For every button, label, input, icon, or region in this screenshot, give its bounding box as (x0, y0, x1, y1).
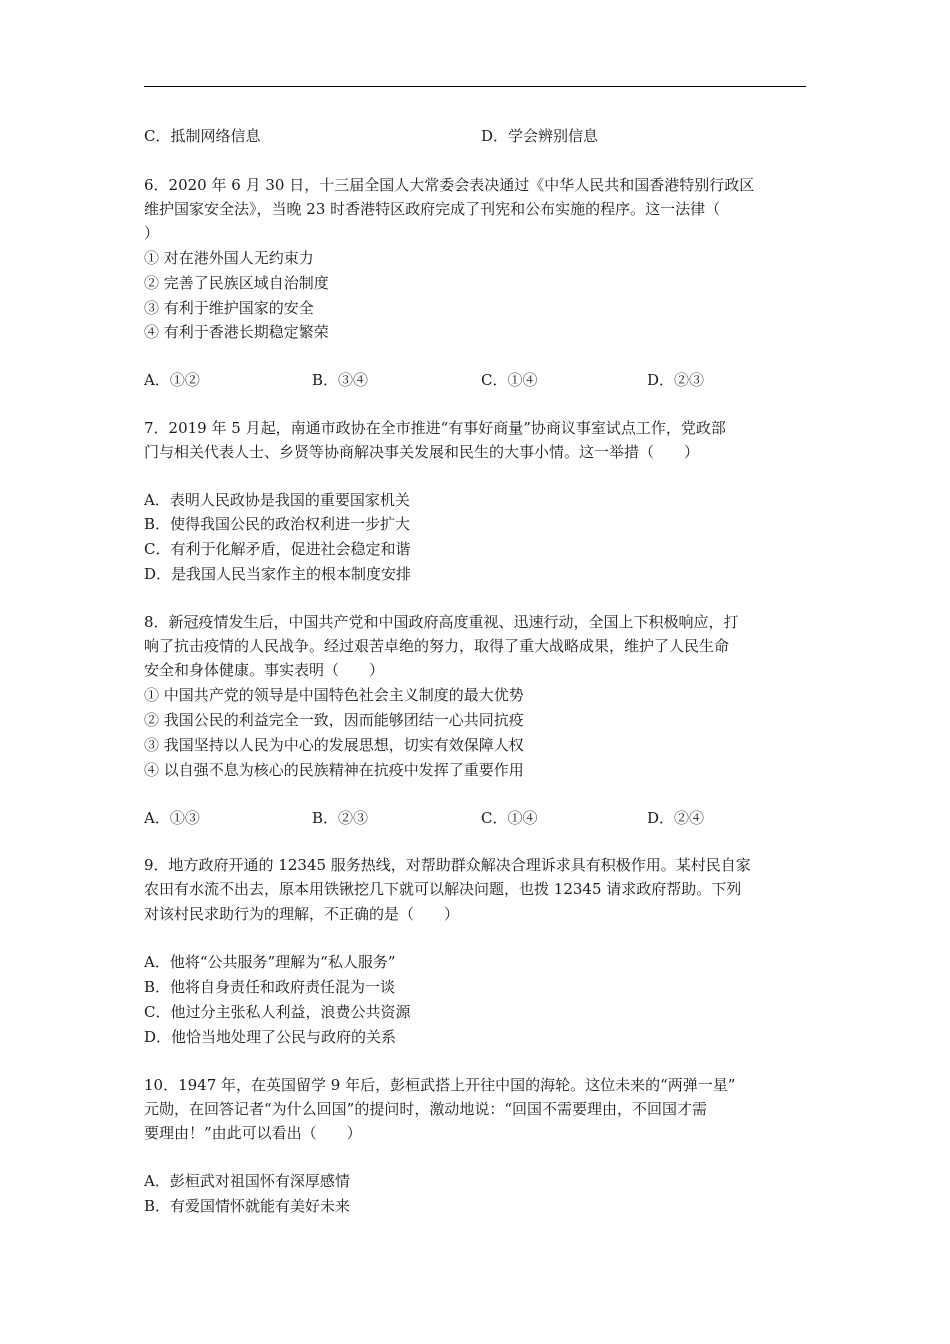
q8-option-d[interactable]: D．②④ (647, 809, 705, 827)
q6-stem-line-3: ） (144, 224, 160, 242)
q7-stem-line-2: 门与相关代表人士、乡贤等协商解决事关发展和民生的大事小情。这一举措（ ） (144, 443, 700, 461)
q10-stem-line-3: 要理由！”由此可以看出（ ） (144, 1124, 362, 1142)
q9-option-b[interactable]: B．他将自身责任和政府责任混为一谈 (144, 978, 396, 996)
q9-option-d[interactable]: D．他恰当地处理了公民与政府的关系 (144, 1028, 397, 1046)
q10-stem-line-1: 10．1947 年，在英国留学 9 年后，彭桓武搭上开往中国的海轮。这位未来的“两弹一星” (144, 1076, 736, 1094)
q7-option-c[interactable]: C．有利于化解矛盾，促进社会稳定和谐 (144, 540, 411, 558)
q8-stem-line-3: 安全和身体健康。事实表明（ ） (144, 661, 385, 679)
q10-option-a[interactable]: A．彭桓武对祖国怀有深厚感情 (144, 1172, 350, 1190)
q7-option-b[interactable]: B．使得我国公民的政治权利进一步扩大 (144, 515, 411, 533)
q7-option-a[interactable]: A．表明人民政协是我国的重要国家机关 (144, 491, 410, 509)
header-rule (144, 86, 806, 87)
q6-option-c[interactable]: C．①④ (481, 371, 538, 389)
q6-stem-line-2: 维护国家安全法》，当晚 23 时香港特区政府完成了刊宪和公布实施的程序。这一法律（ (144, 200, 721, 218)
q6-option-d[interactable]: D．②③ (647, 371, 705, 389)
q8-stem-line-1: 8．新冠疫情发生后，中国共产党和中国政府高度重视、迅速行动，全国上下积极响应，打 (144, 613, 739, 631)
q6-option-b[interactable]: B．③④ (312, 371, 369, 389)
q8-option-c[interactable]: C．①④ (481, 809, 538, 827)
q8-stem-line-2: 响了抗击疫情的人民战争。经过艰苦卓绝的努力，取得了重大战略成果，维护了人民生命 (144, 637, 730, 655)
q8-item-2: ② 我国公民的利益完全一致，因而能够团结一心共同抗疫 (144, 711, 524, 729)
q9-option-a[interactable]: A．他将“公共服务”理解为“私人服务” (144, 953, 396, 971)
q8-item-1: ① 中国共产党的领导是中国特色社会主义制度的最大优势 (144, 686, 524, 704)
q9-stem-line-1: 9．地方政府开通的 12345 服务热线，对帮助群众解决合理诉求具有积极作用。某村民自家 (144, 856, 751, 874)
q10-stem-line-2: 元勋，在回答记者“为什么回国”的提问时，激动地说：“回国不需要理由，不回国才需 (144, 1100, 708, 1118)
q8-item-3: ③ 我国坚持以人民为中心的发展思想，切实有效保障人权 (144, 736, 524, 754)
q6-item-3: ③ 有利于维护国家的安全 (144, 299, 314, 317)
q9-stem-line-3: 对该村民求助行为的理解，不正确的是（ ） (144, 905, 460, 923)
q9-stem-line-2: 农田有水流不出去，原本用铁锹挖几下就可以解决问题，也拨 12345 请求政府帮助。下列 (144, 880, 742, 898)
q7-option-d[interactable]: D．是我国人民当家作主的根本制度安排 (144, 565, 412, 583)
q8-item-4: ④ 以自强不息为核心的民族精神在抗疫中发挥了重要作用 (144, 761, 524, 779)
q8-option-a[interactable]: A．①③ (144, 809, 200, 827)
prev-option-d[interactable]: D．学会辨别信息 (481, 127, 599, 145)
q7-stem-line-1: 7．2019 年 5 月起，南通市政协在全市推进“有事好商量”协商议事室试点工作，党政部 (144, 419, 726, 437)
q9-option-c[interactable]: C．他过分主张私人利益，浪费公共资源 (144, 1003, 411, 1021)
q6-item-4: ④ 有利于香港长期稳定繁荣 (144, 323, 329, 341)
q6-option-a[interactable]: A．①② (144, 371, 200, 389)
q8-option-b[interactable]: B．②③ (312, 809, 369, 827)
prev-option-c[interactable]: C．抵制网络信息 (144, 127, 261, 145)
q6-stem-line-1: 6．2020 年 6 月 30 日，十三届全国人大常委会表决通过《中华人民共和国香港特别行政区 (144, 176, 755, 194)
q6-item-1: ① 对在港外国人无约束力 (144, 249, 314, 267)
q6-item-2: ② 完善了民族区域自治制度 (144, 274, 329, 292)
q10-option-b[interactable]: B．有爱国情怀就能有美好未来 (144, 1197, 351, 1215)
